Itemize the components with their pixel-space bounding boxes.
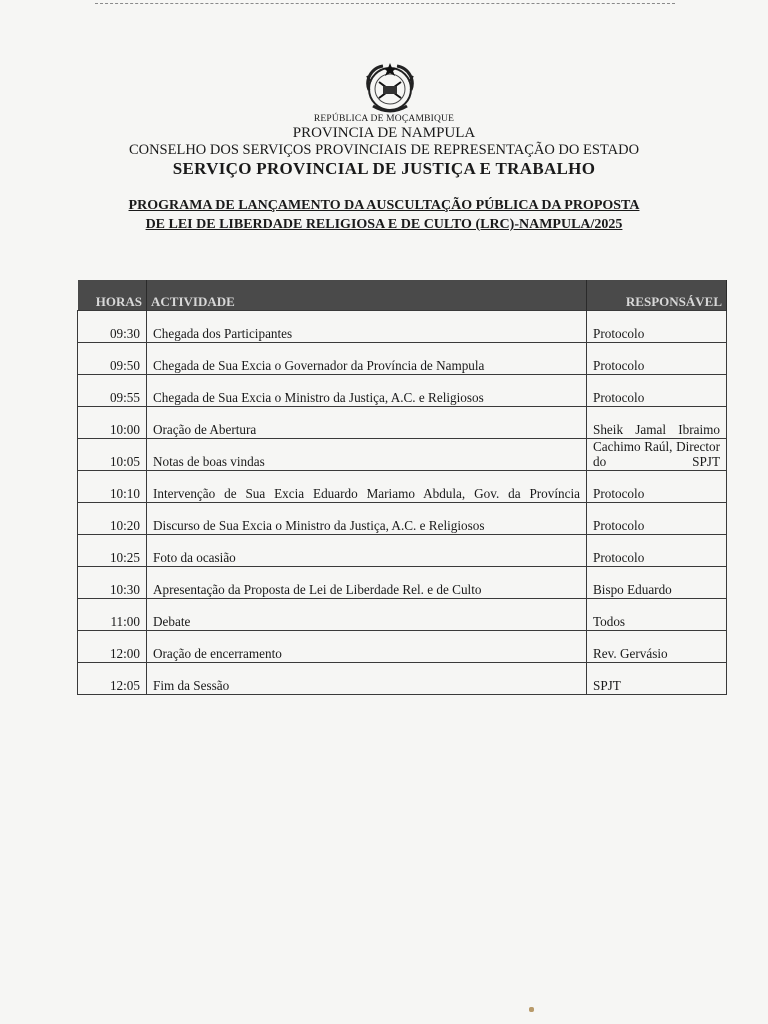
table-row: [78, 439, 727, 471]
row-responsible: Rev. Gervásio: [587, 631, 727, 663]
row-activity: Discurso de Sua Excia o Ministro da Justiça, A.C. e Religiosos: [147, 503, 587, 535]
row-time: 10:05: [78, 439, 147, 471]
table-row: [78, 343, 727, 375]
program-title-line-2: DE LEI DE LIBERDADE RELIGIOSA E DE CULTO (LRC)-NAMPULA/2025: [145, 217, 623, 232]
table-row: [78, 407, 727, 439]
republic-label: REPÚBLICA DE MOÇAMBIQUE: [313, 114, 455, 124]
header-time: HORAS: [78, 280, 147, 311]
row-activity: Chegada dos Participantes: [147, 311, 587, 343]
row-activity: Foto da ocasião: [147, 535, 587, 567]
table-row: [78, 471, 727, 503]
province-label: PROVINCIA DE NAMPULA: [292, 125, 476, 141]
row-time: 12:05: [78, 663, 147, 695]
table-row: [78, 375, 727, 407]
table-row: [78, 535, 727, 567]
row-time: 10:10: [78, 471, 147, 503]
row-time: 09:50: [78, 343, 147, 375]
service-label: SERVIÇO PROVINCIAL DE JUSTIÇA E TRABALHO: [172, 159, 596, 178]
row-activity: Fim da Sessão: [147, 663, 587, 695]
row-responsible: Todos: [587, 599, 727, 631]
table-row: [78, 599, 727, 631]
coat-of-arms-emblem-icon: [361, 60, 419, 118]
row-time: 09:55: [78, 375, 147, 407]
row-time: 12:00: [78, 631, 147, 663]
row-responsible: Protocolo: [587, 343, 727, 375]
council-label: CONSELHO DOS SERVIÇOS PROVINCIAIS DE REPRESENTAÇÃO DO ESTADO: [128, 142, 640, 158]
row-activity: Oração de Abertura: [147, 407, 587, 439]
table-row: [78, 503, 727, 535]
row-responsible: Protocolo: [587, 535, 727, 567]
row-time: 10:20: [78, 503, 147, 535]
table-row: [78, 311, 727, 343]
row-time: 09:30: [78, 311, 147, 343]
row-responsible: Protocolo: [587, 311, 727, 343]
row-activity: Debate: [147, 599, 587, 631]
table-row: [78, 631, 727, 663]
row-responsible: SPJT: [587, 663, 727, 695]
table-row: [78, 663, 727, 695]
header-activity: ACTIVIDADE: [147, 280, 587, 311]
row-responsible: Protocolo: [587, 471, 727, 503]
row-activity: Apresentação da Proposta de Lei de Liberdade Rel. e de Culto: [147, 567, 587, 599]
header-responsible: RESPONSÁVEL: [587, 280, 727, 311]
program-title-line-1: PROGRAMA DE LANÇAMENTO DA AUSCULTAÇÃO PÚBLICA DA PROPOSTA: [128, 198, 640, 213]
row-activity: Oração de encerramento: [147, 631, 587, 663]
row-activity: Chegada de Sua Excia o Ministro da Justiça, A.C. e Religiosos: [147, 375, 587, 407]
row-time: 10:30: [78, 567, 147, 599]
row-activity: Notas de boas vindas: [147, 439, 587, 471]
scan-speck: [529, 1007, 534, 1012]
schedule-table: [77, 280, 727, 695]
table-header-row: [78, 280, 727, 311]
row-activity: Chegada de Sua Excia o Governador da Província de Nampula: [147, 343, 587, 375]
row-responsible: Sheik Jamal Ibraimo: [587, 407, 727, 439]
row-time: 10:00: [78, 407, 147, 439]
row-activity: Intervenção de Sua Excia Eduardo Mariamo Abdula, Gov. da Província: [147, 471, 587, 503]
row-responsible: Protocolo: [587, 375, 727, 407]
row-time: 10:25: [78, 535, 147, 567]
table-row: [78, 567, 727, 599]
row-responsible: Bispo Eduardo: [587, 567, 727, 599]
row-responsible: Protocolo: [587, 503, 727, 535]
top-scan-edge: [95, 3, 675, 4]
row-responsible: Cachimo Raúl, Director do SPJT: [587, 439, 727, 471]
row-time: 11:00: [78, 599, 147, 631]
